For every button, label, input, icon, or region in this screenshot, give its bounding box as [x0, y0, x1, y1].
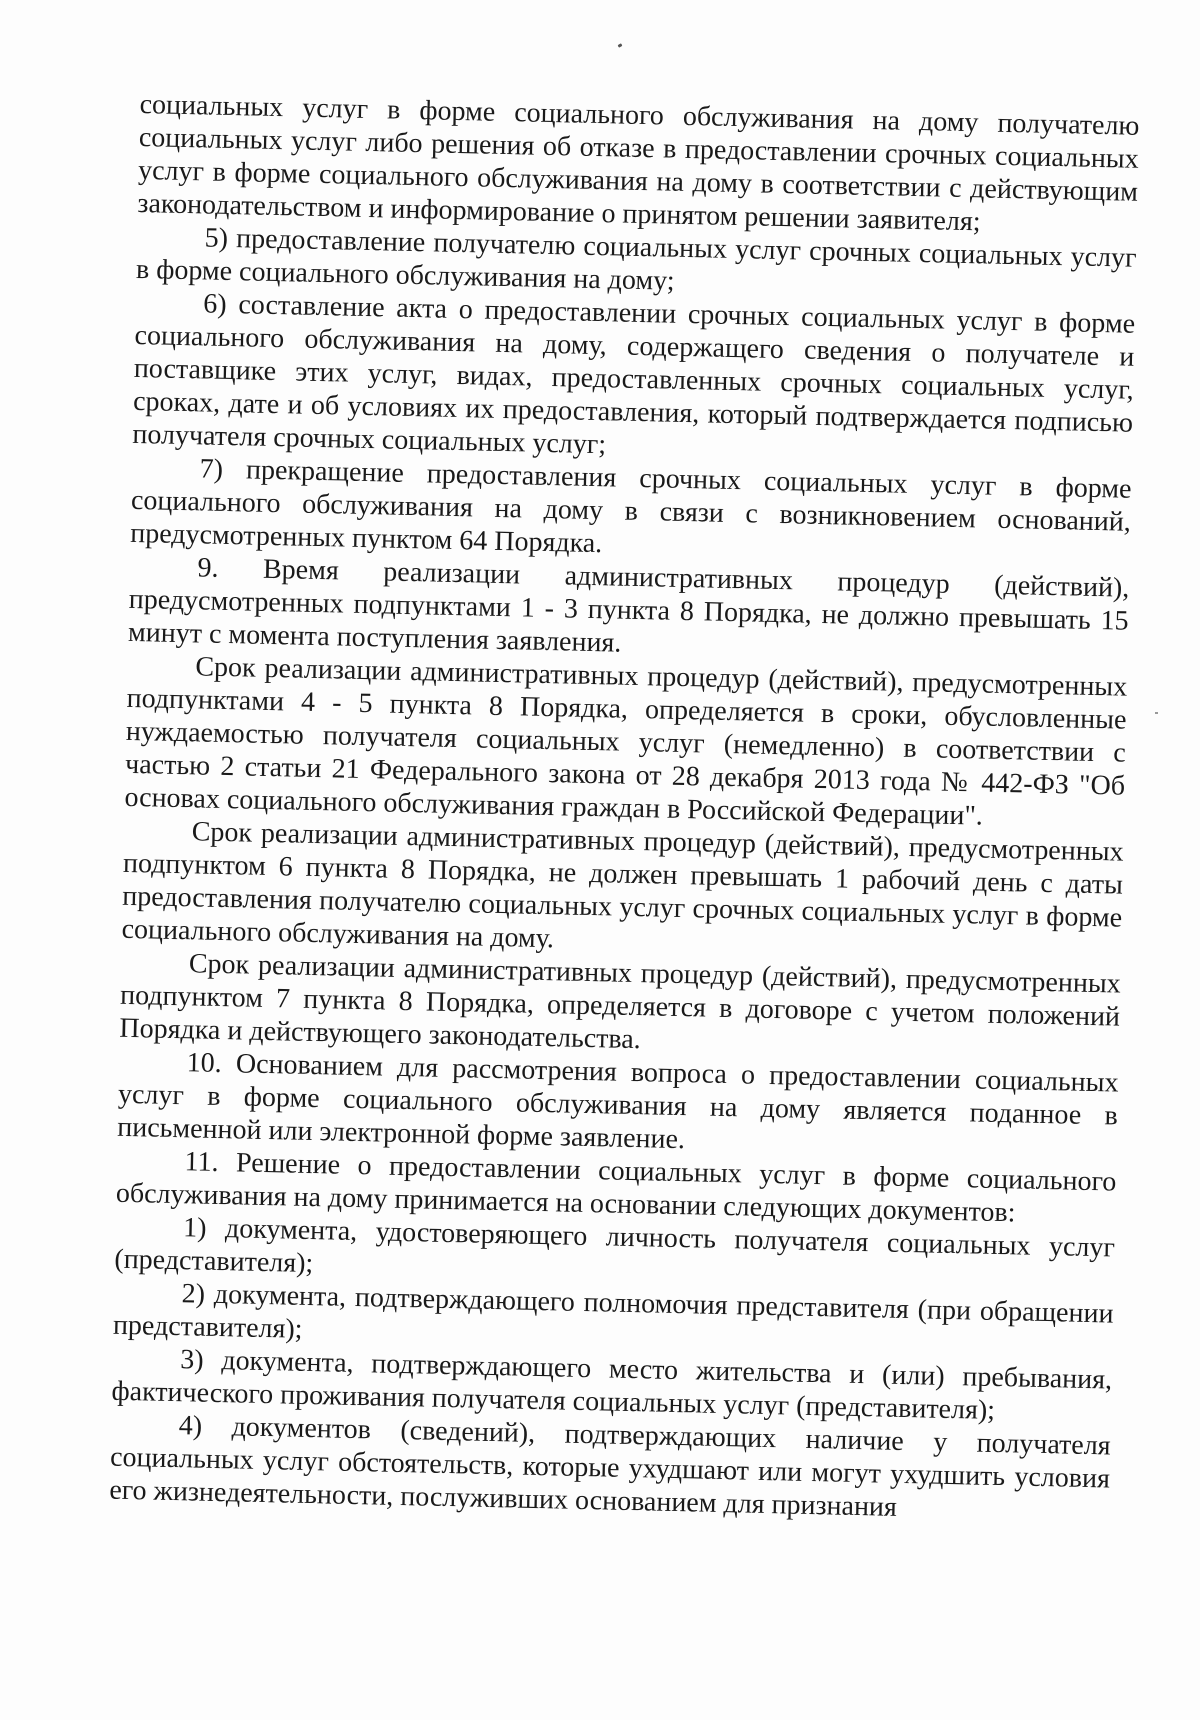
scan-speck	[618, 43, 623, 48]
paragraph-section-9: 9. Время реализации административных процедур (действий), предусмотренных подпунктами 1 - 3 пункта 8 Порядка, не должно превышать 15 минут с момента поступления заявления.	[127, 552, 1130, 659]
paragraph-term-7: Срок реализации административных процедур (действий), предусмотренных подпунктом 7 пункта 8 Порядка, определяется в договоре с учетом положений Порядка и действующего законодательства.	[119, 948, 1122, 1056]
scan-dot	[1155, 712, 1158, 714]
paragraph-section-11: 11. Решение о предоставлении социальных услуг в форме социального обслуживания на дому принимается на основании следующих документов:	[115, 1146, 1117, 1229]
paragraph-item-5: 5) предоставление получателю социальных услуг срочных социальных услуг в форме социального обслуживания на дому;	[135, 222, 1137, 297]
document-body	[109, 88, 1140, 1528]
paragraph-doc-4: 4) документов (сведений), подтверждающих наличие у получателя социальных услуг обстоятельств, которые ухудшают или могут ухудшить условия его жизнедеятельности, послуживших основанием для признания	[109, 1410, 1111, 1523]
paragraph-section-10: 10. Основанием для рассмотрения вопроса о предоставлении социальных услуг в форме социального обслуживания на дому является поданное в письменной или электронной форме заявление.	[116, 1047, 1119, 1156]
paragraph-term-4-5: Срок реализации административных процедур (действий), предусмотренных подпунктами 4 - 5 пункта 8 Порядка, определяется в сроки, обусловленные нуждаемостью получателя социальных услуг (немедленно) в соответствии с частью 2 статьи 21 Федерального закона от 28 декабря 2013 года № 442-ФЗ "Об основах социального обслуживания граждан в Российской Федерации".	[124, 651, 1128, 832]
paragraph-term-6: Срок реализации административных процедур (действий), предусмотренных подпунктом 6 пункта 8 Порядка, не должен превышать 1 рабочий день с даты предоставления получателю социальных услуг срочных социальных услуг в форме социального обслуживания на дому.	[121, 816, 1124, 955]
paragraph-item-7: 7) прекращение предоставления срочных социальных услуг в форме социального обслуживания на дому в связи с возникновением оснований, предусмотренных пунктом 64 Порядка.	[129, 453, 1132, 560]
paragraph-doc-1: 1) документа, удостоверяющего личность получателя социальных услуг (представителя);	[114, 1212, 1116, 1280]
paragraph-continuation: социальных услуг в форме социального обслуживания на дому получателю социальных услуг либо решения об отказе в предоставлении срочных социальных услуг в форме социального обслуживания на дому в соответствии с действующим законодательством и информирование о принятом решении заявителя;	[137, 88, 1140, 238]
paragraph-item-6: 6) составление акта о предоставлении срочных социальных услуг в форме социального обслуживания на дому, содержащего сведения о получателе и поставщике этих услуг, видах, предоставленных срочных социальных услуг, сроках, дате и об условиях их предоставления, который подтверждается подписью получателя срочных социальных услуг;	[132, 288, 1136, 461]
paragraph-doc-2: 2) документа, подтверждающего полномочия представителя (при обращении представителя);	[112, 1278, 1114, 1345]
paragraph-doc-3: 3) документа, подтверждающего место жительства и (или) пребывания, фактического проживания получателя социальных услуг (представителя);	[111, 1344, 1113, 1426]
